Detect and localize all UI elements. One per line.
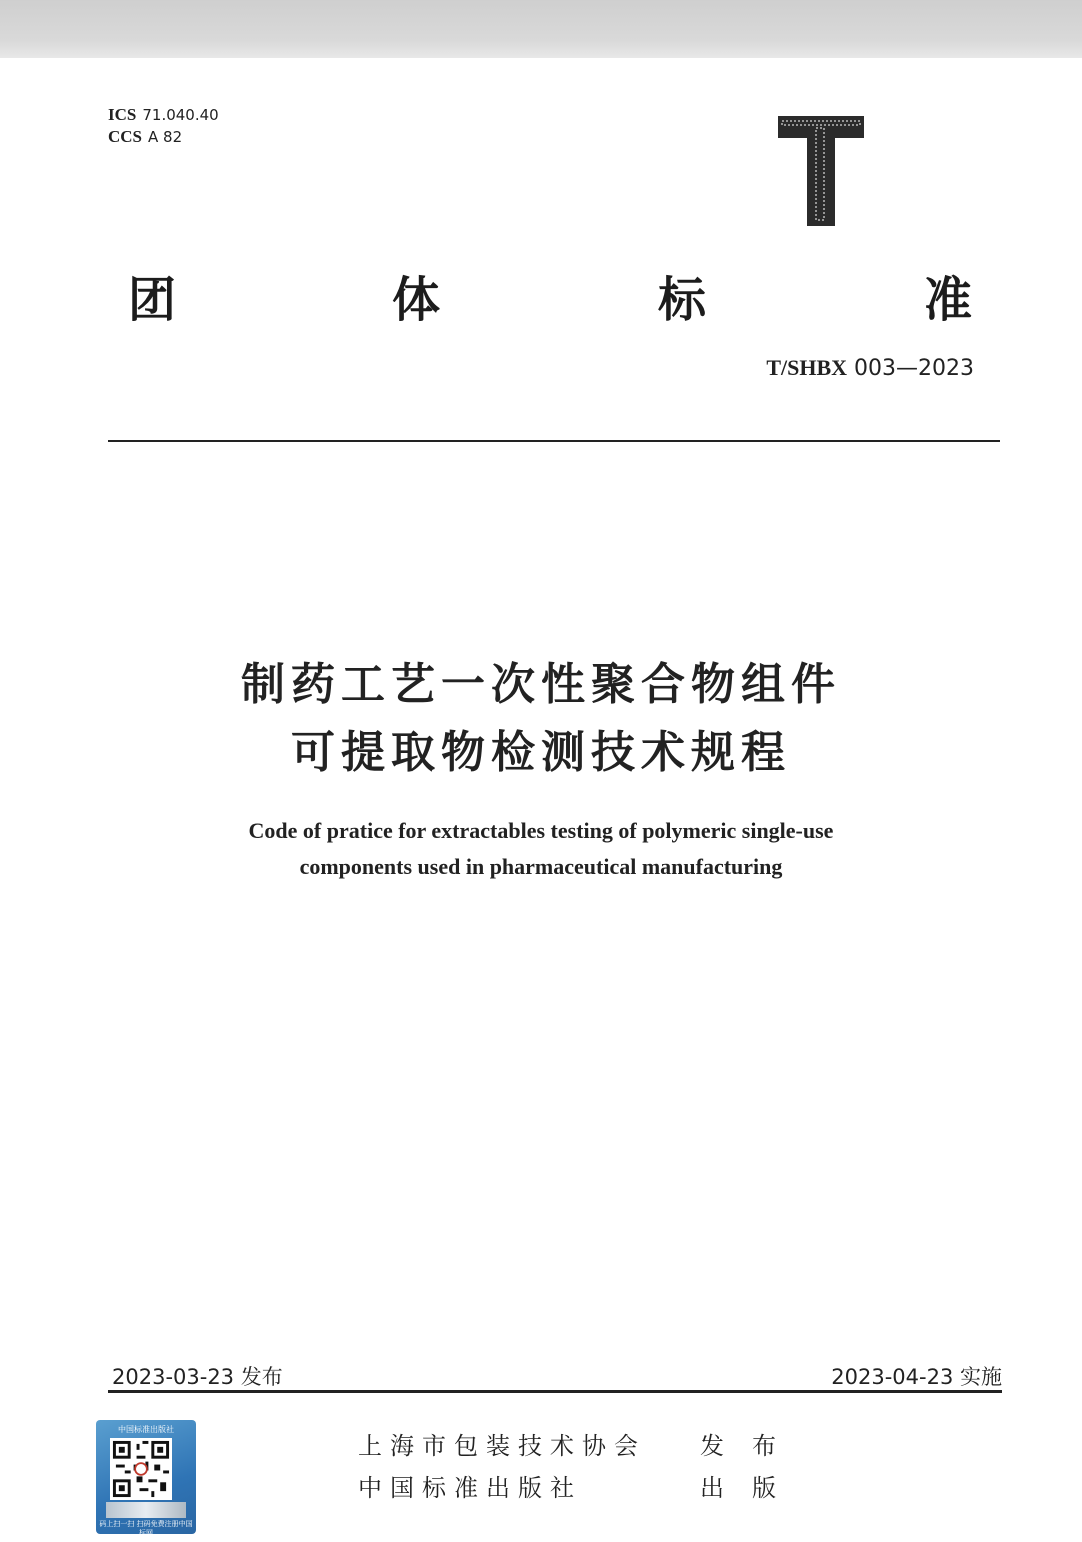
classification-codes xyxy=(108,104,219,148)
group-standard-t-logo xyxy=(778,116,864,226)
standard-type-char-3: 标 xyxy=(658,272,707,328)
footer-divider xyxy=(108,1390,1002,1393)
standard-number-value: 003—2023 xyxy=(854,356,974,381)
standard-type-char-4: 准 xyxy=(924,272,973,328)
standard-number xyxy=(766,355,974,381)
ics-code xyxy=(108,104,219,126)
qr-code-icon[interactable] xyxy=(110,1438,172,1500)
header-divider xyxy=(108,440,1000,442)
anti-counterfeit-sticker[interactable] xyxy=(96,1420,196,1537)
publisher-1-role: 发布 xyxy=(700,1432,804,1460)
standard-number-prefix: T/SHBX xyxy=(766,355,848,380)
title-cn-line2: 可提取物检测技术规程 xyxy=(291,727,791,778)
ccs-label: CCS xyxy=(108,127,143,146)
title-en-line1: Code of pratice for extractables testing of polymeric single-use xyxy=(248,818,834,843)
sticker-header: 中国标准出版社 xyxy=(118,1425,174,1434)
security-foil xyxy=(106,1502,186,1518)
implement-date: 2023-04-23 实施 xyxy=(831,1365,1002,1389)
publish-date: 2023-03-23 发布 xyxy=(112,1365,283,1389)
title-en-line2: components used in pharmaceutical manufacturing xyxy=(299,854,783,879)
scan-shadow xyxy=(0,0,1082,58)
title-cn-line1: 制药工艺一次性聚合物组件 xyxy=(241,659,841,710)
sticker-footer: 码上扫一扫 扫码免费注册中国标网 xyxy=(99,1520,193,1537)
ccs-code xyxy=(108,126,219,148)
standard-type-char-1: 团 xyxy=(128,272,177,328)
ics-value: 71.040.40 xyxy=(142,106,219,124)
publisher-2-name: 中国标准出版社 xyxy=(358,1474,582,1502)
standard-type-char-2: 体 xyxy=(392,272,441,328)
publisher-2-role: 出版 xyxy=(700,1474,804,1502)
publisher-1-name: 上海市包装技术协会 xyxy=(358,1432,646,1460)
ics-label: ICS xyxy=(108,105,137,124)
ccs-value: A 82 xyxy=(148,128,183,146)
